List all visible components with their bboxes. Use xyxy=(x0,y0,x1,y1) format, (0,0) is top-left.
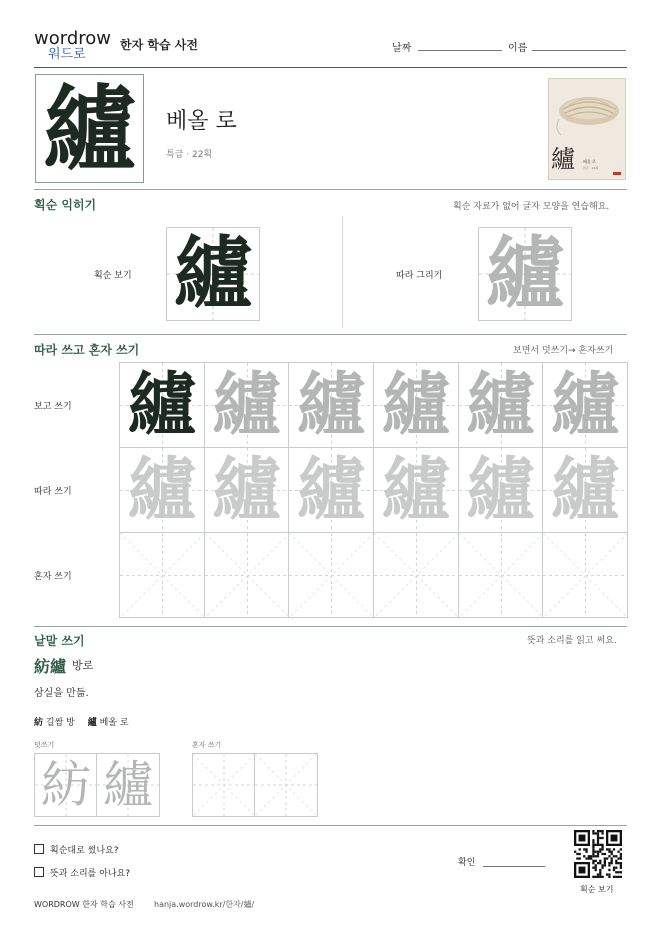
practice-cell[interactable] xyxy=(288,447,374,533)
logo-top: wordrow xyxy=(34,28,111,49)
practice-glyph: 纑 xyxy=(127,450,196,530)
practice-divider xyxy=(34,626,627,627)
book-cover xyxy=(548,78,626,180)
guide-lines xyxy=(374,533,459,618)
gloss-glyph-2: 纑 xyxy=(87,718,97,728)
yarn-image xyxy=(549,79,626,139)
trace-box[interactable] xyxy=(478,227,572,321)
word-trace-cell[interactable] xyxy=(96,753,160,817)
words-title: 낱말 쓰기 xyxy=(34,634,85,648)
header-divider xyxy=(34,67,627,68)
practice-note: 보면서 덧쓰기→ 혼자쓰기 xyxy=(513,346,614,356)
checklist-item-2[interactable] xyxy=(34,866,130,879)
practice-cell[interactable] xyxy=(119,362,205,448)
practice-cell[interactable] xyxy=(119,532,205,618)
stroke-view-glyph: 纑 xyxy=(173,228,252,319)
practice-cell[interactable] xyxy=(542,532,628,618)
main-glyph: 纑 xyxy=(43,74,136,183)
gloss-text-2: 베올 로 xyxy=(99,718,129,728)
practice-cell[interactable] xyxy=(373,362,459,448)
checklist-item-1[interactable] xyxy=(34,843,119,856)
logo xyxy=(34,30,114,66)
confirm-field[interactable] xyxy=(483,866,545,867)
word-reading: 방로 xyxy=(72,659,94,672)
word-trace-label: 덧쓰기 xyxy=(34,741,55,749)
footer-brand: WORDROW 한자 학습 사전 xyxy=(34,900,134,909)
row-label-view: 보고 쓰기 xyxy=(34,402,72,412)
practice-glyph: 纑 xyxy=(297,450,366,530)
qr-code-image xyxy=(574,830,622,878)
practice-cell[interactable] xyxy=(204,362,290,448)
word-trace-glyph: 纑 xyxy=(103,756,153,814)
word-hanja: 紡纑 xyxy=(34,657,67,676)
practice-glyph: 纑 xyxy=(127,365,196,445)
cover-meta: 특급 · 22획 xyxy=(583,166,599,170)
practice-glyph: 纑 xyxy=(466,365,535,445)
stroke-divider xyxy=(342,216,343,328)
logo-bottom: 워드로 xyxy=(48,47,86,62)
practice-cell[interactable] xyxy=(288,532,374,618)
trace-glyph: 纑 xyxy=(485,228,564,319)
checkbox-1[interactable] xyxy=(34,844,44,854)
practice-glyph: 纑 xyxy=(466,450,535,530)
practice-cell[interactable] xyxy=(458,362,544,448)
app-title: 한자 학습 사전 xyxy=(120,38,198,52)
stroke-view-box xyxy=(166,227,260,321)
guide-lines xyxy=(120,533,205,618)
words-note: 뜻과 소리를 읽고 써요. xyxy=(527,636,617,646)
confirm-label: 확인 xyxy=(458,858,476,868)
practice-cell[interactable] xyxy=(119,447,205,533)
guide-lines xyxy=(543,533,628,618)
word-trace-boxes xyxy=(34,753,159,817)
cover-title: 베올 로 xyxy=(583,159,596,164)
qr-code[interactable] xyxy=(574,830,622,878)
stroke-section-divider xyxy=(34,334,627,335)
practice-cell[interactable] xyxy=(458,447,544,533)
meaning-reading: 베올 로 xyxy=(166,109,237,134)
checkbox-2[interactable] xyxy=(34,867,44,877)
date-field[interactable] xyxy=(418,50,502,51)
guide-lines xyxy=(289,533,374,618)
practice-cell[interactable] xyxy=(373,532,459,618)
guide-lines xyxy=(459,533,544,618)
practice-glyph: 纑 xyxy=(381,365,450,445)
stroke-section-title: 획순 익히기 xyxy=(34,198,97,212)
gloss-text-1: 길쌈 방 xyxy=(45,718,75,728)
practice-grid xyxy=(119,362,627,617)
word-alone-label: 혼자 쓰기 xyxy=(192,741,222,749)
guide-lines xyxy=(205,533,290,618)
practice-glyph: 纑 xyxy=(297,365,366,445)
practice-glyph: 纑 xyxy=(551,450,620,530)
word-alone-boxes xyxy=(192,753,318,817)
practice-glyph: 纑 xyxy=(212,450,281,530)
check1-text: 획순대로 썼나요? xyxy=(50,846,119,856)
card-divider xyxy=(34,189,627,190)
practice-cell[interactable] xyxy=(288,362,374,448)
practice-cell[interactable] xyxy=(373,447,459,533)
main-glyph-box xyxy=(35,74,144,183)
row-label-alone: 혼자 쓰기 xyxy=(34,572,72,582)
cover-glyph: 纑 xyxy=(551,145,575,173)
gloss-glyph-1: 紡 xyxy=(34,718,44,728)
practice-glyph: 纑 xyxy=(551,365,620,445)
stroke-section-note: 획순 자료가 없어 글자 모양을 연습해요. xyxy=(453,202,610,212)
trace-label: 따라 그리기 xyxy=(396,271,443,281)
practice-cell[interactable] xyxy=(458,532,544,618)
practice-cell[interactable] xyxy=(204,447,290,533)
word-trace-cell[interactable] xyxy=(34,753,98,817)
char-gloss-list xyxy=(34,715,129,728)
word-definition: 삼실을 만듦. xyxy=(34,688,89,699)
cover-badge xyxy=(613,172,621,175)
name-label: 이름 xyxy=(508,43,528,54)
words-divider xyxy=(34,825,627,826)
practice-cell[interactable] xyxy=(542,362,628,448)
practice-glyph: 纑 xyxy=(212,365,281,445)
guide-lines xyxy=(193,754,255,816)
qr-label: 획순 보기 xyxy=(580,885,614,894)
guide-lines xyxy=(255,754,317,816)
footer-url[interactable]: hanja.wordrow.kr/한자/纑/ xyxy=(154,900,255,909)
practice-title: 따라 쓰고 혼자 쓰기 xyxy=(34,343,140,357)
word-alone-cell[interactable] xyxy=(192,753,256,817)
stroke-view-label: 획순 보기 xyxy=(94,271,132,281)
row-label-trace: 따라 쓰기 xyxy=(34,487,72,497)
practice-cell[interactable] xyxy=(204,532,290,618)
word-trace-glyph: 紡 xyxy=(41,756,91,814)
practice-cell[interactable] xyxy=(542,447,628,533)
check2-text: 뜻과 소리를 아나요? xyxy=(50,869,131,879)
date-label: 날짜 xyxy=(392,43,412,54)
char-meta: 특급 · 22획 xyxy=(166,150,213,160)
practice-glyph: 纑 xyxy=(381,450,450,530)
name-field[interactable] xyxy=(532,50,626,51)
word-alone-cell[interactable] xyxy=(254,753,318,817)
